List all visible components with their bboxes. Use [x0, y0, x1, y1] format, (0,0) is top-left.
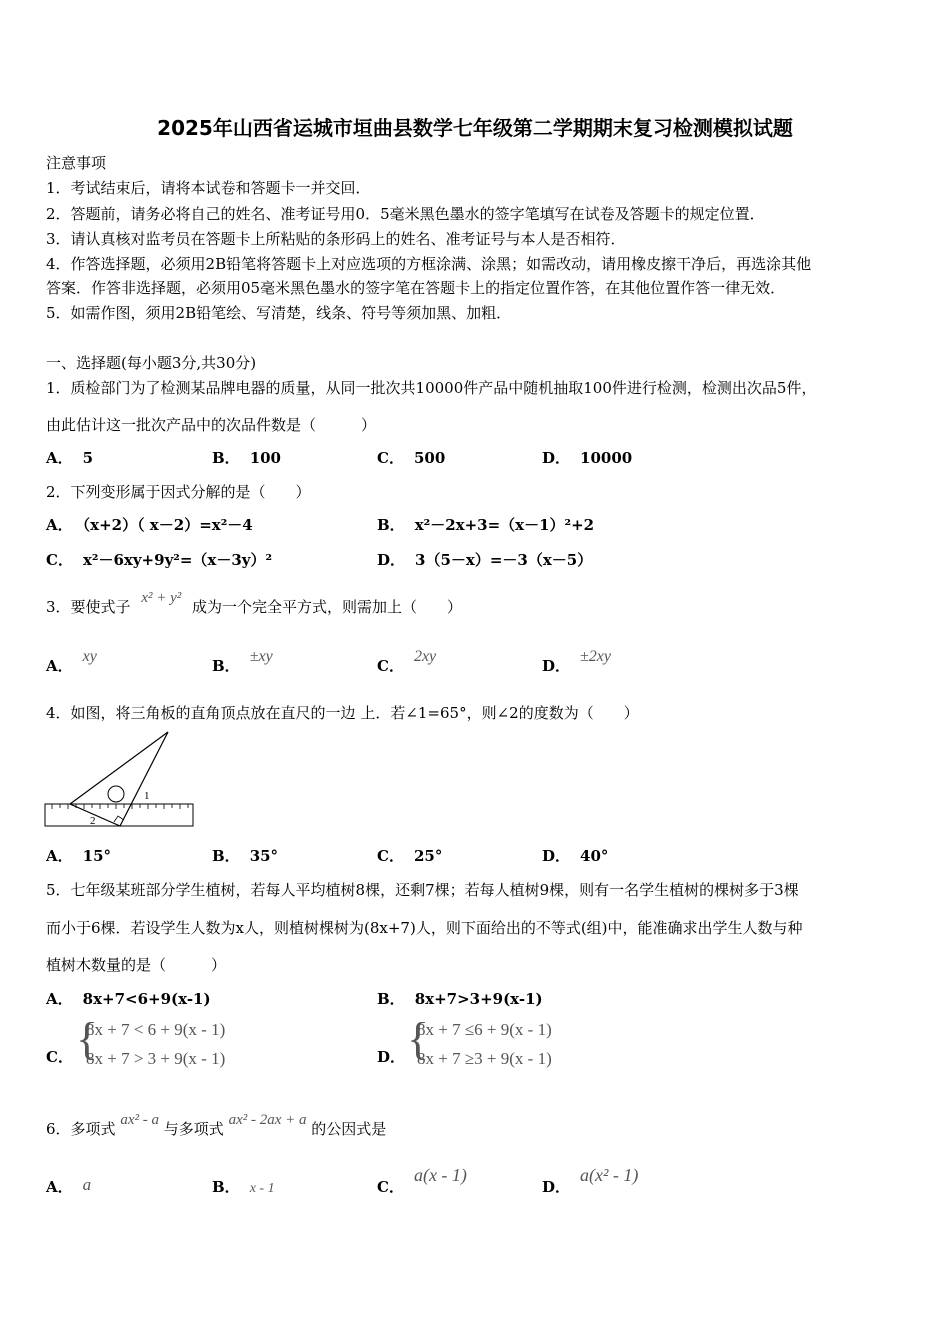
q4-option-d[interactable]: D． 40° [542, 847, 609, 865]
q6-option-b[interactable]: B． x - 1 [212, 1178, 275, 1196]
question-1-stem-cont: 由此估计这一批次产品中的次品件数是（ ） [46, 416, 377, 434]
notice-item: 3．请认真核对监考员在答题卡上所粘贴的条形码上的姓名、准考证号与本人是否相符． [46, 230, 626, 248]
question-6-stem: 6．多项式 ax² - a 与多项式 ax² - 2ax + a 的公因式是 [46, 1112, 387, 1138]
notice-item: 5．如需作图，须用2B铅笔绘、写清楚，线条、符号等须加黑、加粗． [46, 304, 512, 322]
question-5-stem: 5．七年级某班部分学生植树，若每人平均植树8棵，还剩7棵；若每人植树9棵，则有一名学生植树的棵树多于3棵 [46, 881, 799, 899]
question-1-stem: 1．质检部门为了检测某品牌电器的质量，从同一批次共10000件产品中随机抽取100件进行检测，检测出次品5件， [46, 379, 817, 397]
section-heading: 一、选择题(每小题3分,共30分) [46, 354, 257, 372]
q3-option-d[interactable]: D．±2xy [542, 648, 611, 675]
q3-expression: x² + y² [141, 590, 182, 606]
page-title: 2025年山西省运城市垣曲县数学七年级第二学期期末复习检测模拟试题 [157, 116, 793, 140]
question-5-stem-cont: 而小于6棵．若设学生人数为x人，则植树棵树为(8x+7)人，则下面给出的不等式(组)中，能准确求出学生人数与种 [46, 919, 803, 937]
q3-option-b[interactable]: B．±xy [212, 648, 273, 675]
q1-option-d[interactable]: D． 10000 [542, 449, 633, 467]
q4-option-b[interactable]: B． 35° [212, 847, 279, 865]
angle-2-label: 2 [90, 815, 96, 827]
notice-heading: 注意事项 [46, 154, 107, 172]
q2-option-b[interactable]: B． x²－2x+3=（x－1）²+2 [377, 516, 595, 534]
triangle-hole [108, 786, 124, 802]
q5-option-d-label[interactable]: D． [377, 1048, 406, 1066]
q4-option-a[interactable]: A． 15° [46, 847, 112, 865]
q1-option-b[interactable]: B． 100 [212, 449, 281, 467]
angle-1-label: 1 [144, 790, 150, 802]
q5-option-c-label[interactable]: C． [46, 1048, 73, 1066]
left-brace-icon: { [76, 1013, 99, 1064]
q2-option-a[interactable]: A． （x+2）（ x－2）=x²－4 [46, 516, 253, 534]
q6-expression-2: ax² - 2ax + a [228, 1112, 307, 1128]
q5-option-a[interactable]: A． 8x+7<6+9(x-1) [46, 990, 211, 1008]
q6-option-d[interactable]: D．a(x² - 1) [542, 1165, 639, 1196]
question-3-stem: 3．要使式子 x² + y² 成为一个完全平方式，则需加上（ ） [46, 590, 463, 616]
q3-option-c[interactable]: C．2xy [377, 648, 437, 675]
q1-option-a[interactable]: A． 5 [46, 449, 94, 467]
question-2-stem: 2．下列变形属于因式分解的是（ ） [46, 483, 311, 501]
question-4-stem: 4．如图，将三角板的直角顶点放在直尺的一边 上．若∠1=65°，则∠2的度数为（ ） [46, 704, 639, 722]
q5-option-d-system[interactable]: { 8x + 7 ≤6 + 9(x - 1) 8x + 7 ≥3 + 9(x - 1) [407, 1013, 552, 1068]
q4-figure-triangle-ruler [44, 730, 196, 830]
q3-option-a[interactable]: A．xy [46, 648, 97, 675]
notice-item: 答案．作答非选择题，必须用05毫米黑色墨水的签字笔在答题卡上的指定位置作答，在其他位置作答一律无效． [46, 279, 786, 297]
q2-option-d[interactable]: D． 3（5－x）=－3（x－5） [377, 551, 593, 569]
q6-option-a[interactable]: A． a [46, 1175, 92, 1196]
q4-option-c[interactable]: C． 25° [377, 847, 443, 865]
q6-option-c[interactable]: C．a(x - 1) [377, 1165, 467, 1196]
q1-option-c[interactable]: C． 500 [377, 449, 446, 467]
left-brace-icon: { [407, 1013, 430, 1064]
q2-option-c[interactable]: C． x²－6xy+9y²=（x－3y）² [46, 551, 273, 569]
q5-option-b[interactable]: B． 8x+7>3+9(x-1) [377, 990, 543, 1008]
ruler [45, 804, 193, 826]
notice-item: 1．考试结束后，请将本试卷和答题卡一并交回． [46, 179, 371, 197]
q6-expression-1: ax² - a [120, 1112, 159, 1128]
notice-item: 4．作答选择题，必须用2B铅笔将答题卡上对应选项的方框涂满、涂黑；如需改动，请用橡皮擦干净后，再选涂其他 [46, 255, 812, 273]
question-5-stem-cont: 植树木数量的是（ ） [46, 956, 227, 974]
notice-item: 2．答题前，请务必将自己的姓名、准考证号用0．5毫米黑色墨水的签字笔填写在试卷及答题卡的规定位置． [46, 205, 765, 223]
q5-option-c-system[interactable]: { 8x + 7 < 6 + 9(x - 1) 8x + 7 > 3 + 9(x - 1) [76, 1013, 226, 1068]
